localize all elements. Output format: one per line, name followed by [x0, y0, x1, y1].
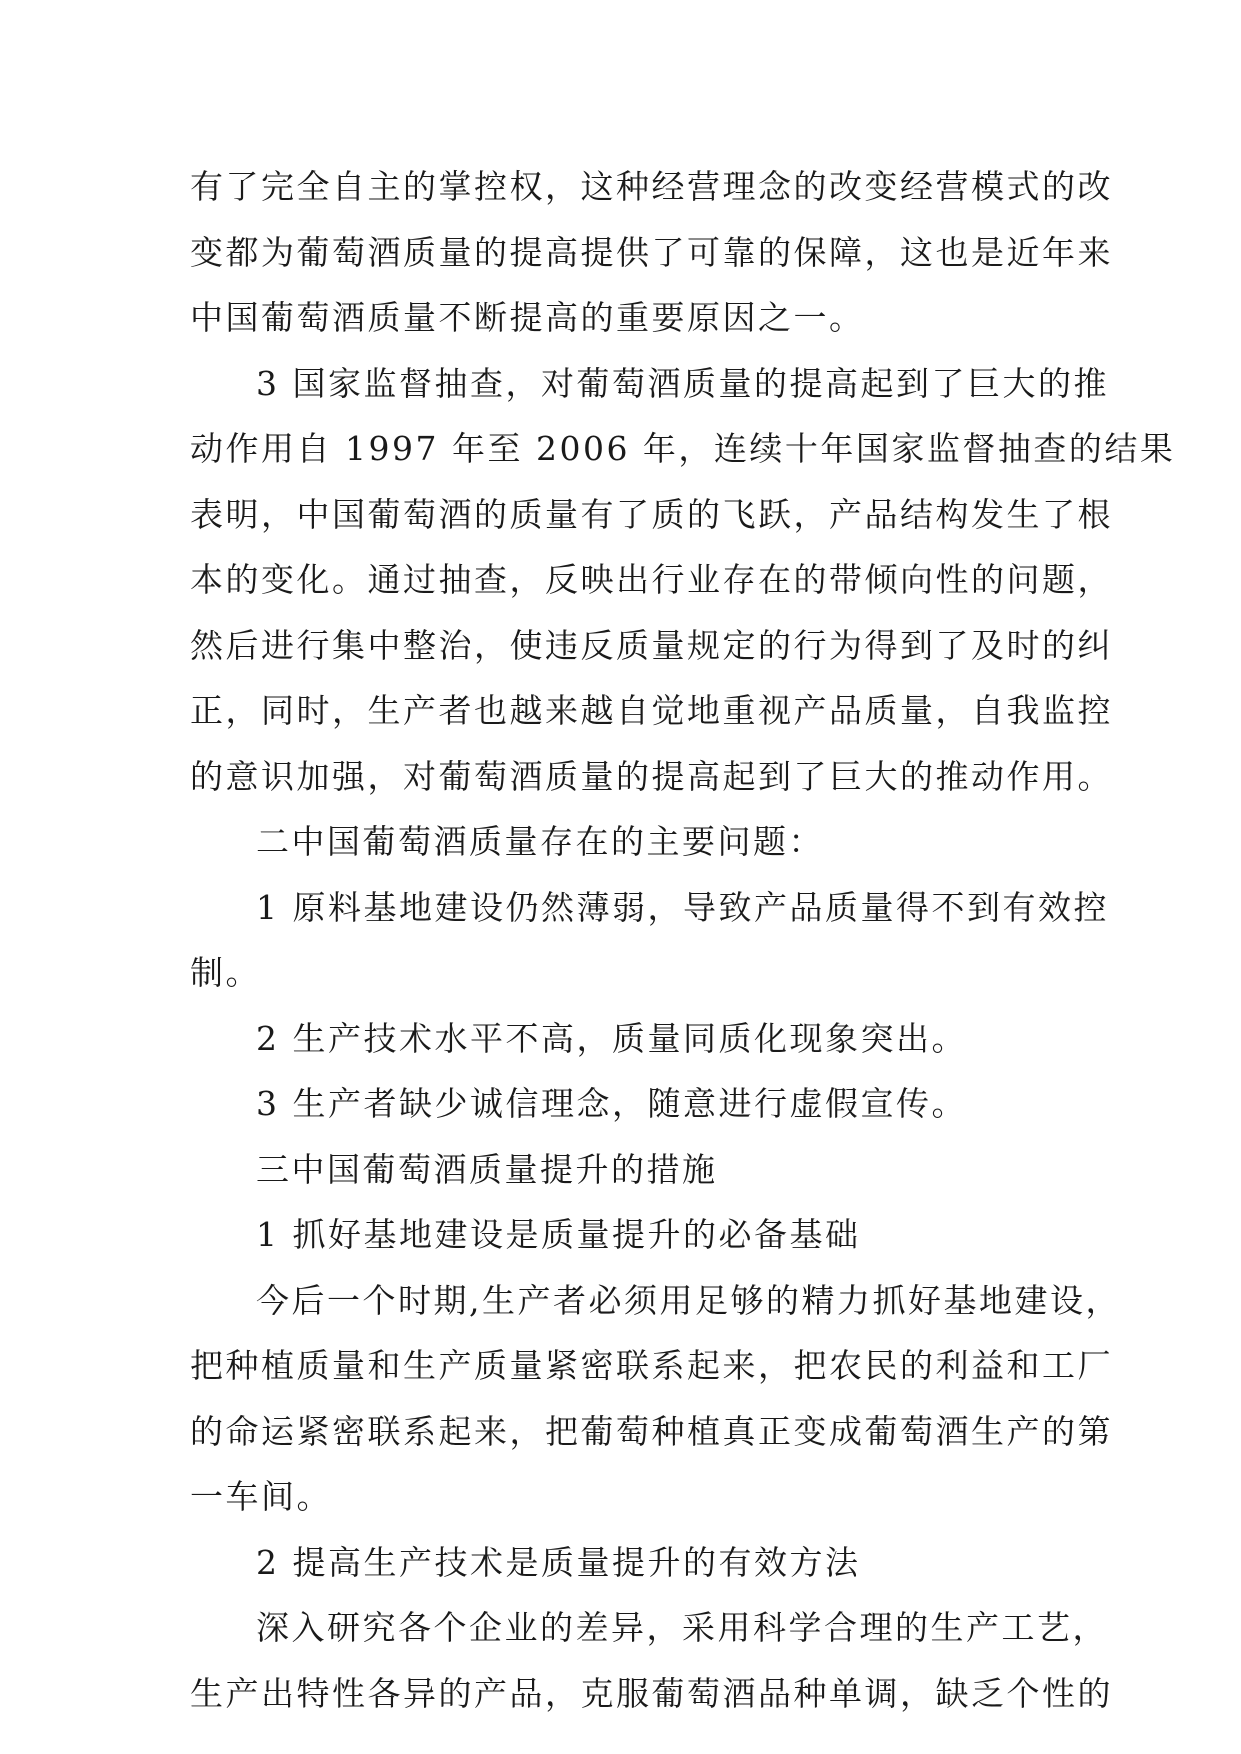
text-line: 今后一个时期,生产者必须用足够的精力抓好基地建设， — [256, 1280, 1121, 1320]
text-line: 变都为葡萄酒质量的提高提供了可靠的保障，这也是近年来 — [190, 232, 1113, 272]
text-line: 的意识加强，对葡萄酒质量的提高起到了巨大的推动作用。 — [190, 756, 1113, 796]
text-line: 表明，中国葡萄酒的质量有了质的飞跃，产品结构发生了根 — [190, 494, 1113, 534]
text-line: 动作用自 1997 年至 2006 年，连续十年国家监督抽查的结果 — [190, 429, 1176, 468]
text-line: 3 生产者缺少诚信理念，随意进行虚假宣传。 — [256, 1084, 967, 1123]
text-line: 三中国葡萄酒质量提升的措施 — [256, 1149, 718, 1189]
text-line: 深入研究各个企业的差异，采用科学合理的生产工艺， — [256, 1608, 1108, 1647]
text-line: 制。 — [190, 953, 261, 992]
text-line: 的命运紧密联系起来，把葡萄种植真正变成葡萄酒生产的第 — [190, 1411, 1113, 1451]
text-line: 1 抓好基地建设是质量提升的必备基础 — [256, 1215, 861, 1254]
text-line: 有了完全自主的掌控权，这种经营理念的改变经营模式的改 — [190, 167, 1113, 206]
text-line: 本的变化。通过抽查，反映出行业存在的带倾向性的问题， — [190, 560, 1113, 599]
text-line: 二中国葡萄酒质量存在的主要问题： — [256, 822, 824, 861]
text-line: 一车间。 — [190, 1477, 332, 1516]
text-line: 2 提高生产技术是质量提升的有效方法 — [256, 1542, 861, 1582]
text-line: 正，同时，生产者也越来越自觉地重视产品质量，自我监控 — [190, 691, 1113, 730]
text-line: 1 原料基地建设仍然薄弱，导致产品质量得不到有效控 — [256, 887, 1109, 927]
text-line: 中国葡萄酒质量不断提高的重要原因之一。 — [190, 298, 865, 337]
body-text — [190, 154, 1176, 1726]
text-line: 生产出特性各异的产品，克服葡萄酒品种单调，缺乏个性的 — [190, 1673, 1113, 1713]
text-line: 然后进行集中整治，使违反质量规定的行为得到了及时的纠 — [190, 625, 1113, 665]
text-line: 把种植质量和生产质量紧密联系起来，把农民的利益和工厂 — [190, 1346, 1113, 1385]
text-line: 2 生产技术水平不高，质量同质化现象突出。 — [256, 1018, 967, 1058]
text-line: 3 国家监督抽查，对葡萄酒质量的提高起到了巨大的推 — [256, 363, 1109, 403]
